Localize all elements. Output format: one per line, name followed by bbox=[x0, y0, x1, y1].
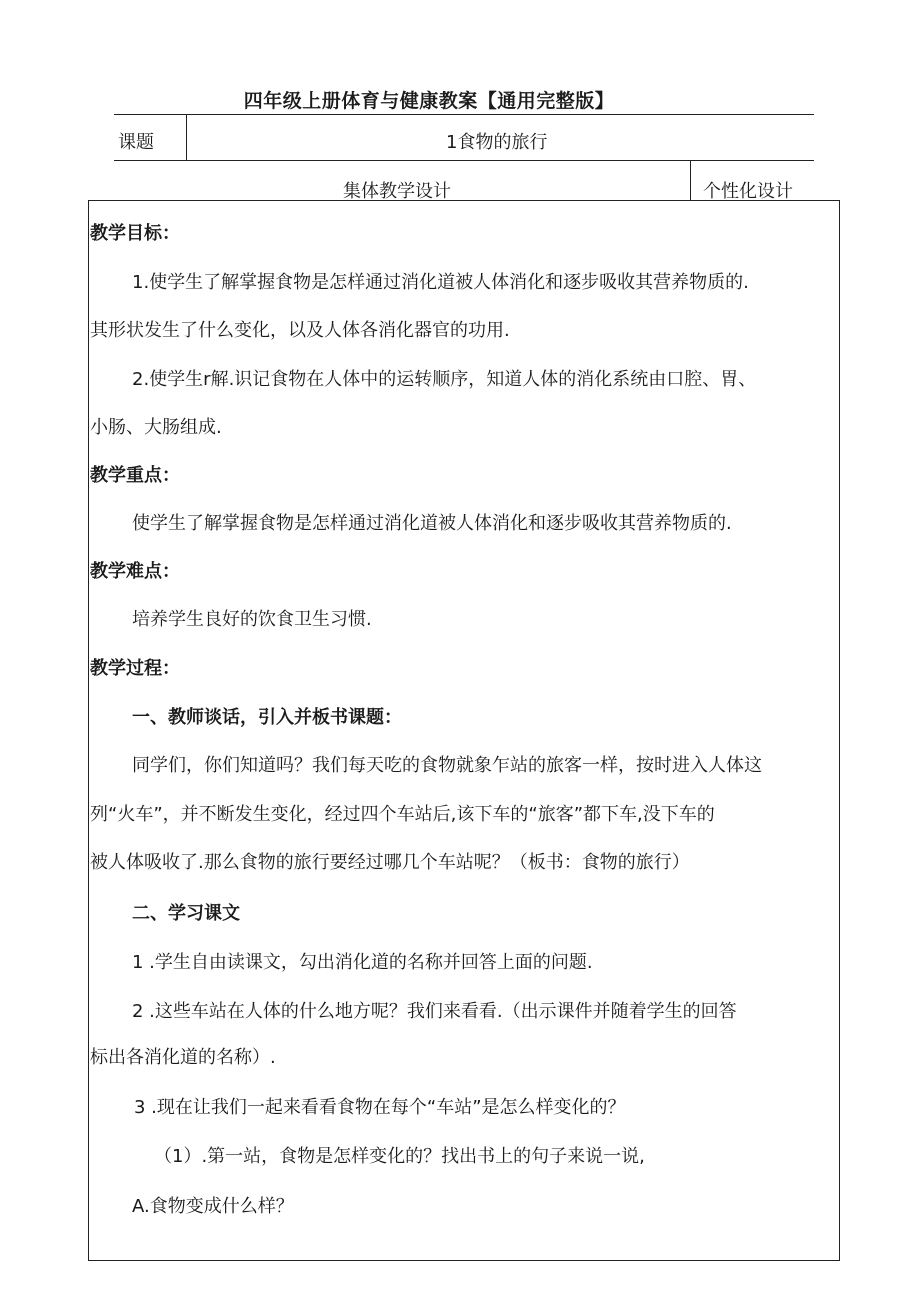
table-top-border bbox=[114, 114, 814, 115]
content-left-border bbox=[88, 200, 89, 1260]
section-heading-process: 教学过程： bbox=[90, 658, 180, 679]
process-step-2-heading: 二、学习课文 bbox=[132, 903, 240, 924]
step-2-item-2-line-1: 2 .这些车站在人体的什么地方呢？我们来看看.（出示课件并随着学生的回答 bbox=[132, 1001, 737, 1022]
step-2-sub-item-1: （1）.第一站，食物是怎样变化的？找出书上的句子来说一说, bbox=[154, 1146, 645, 1167]
section-heading-objectives: 教学目标： bbox=[90, 223, 180, 244]
objective-1-line-2: 其形状发生了什么变化，以及人体各消化器官的功用. bbox=[90, 320, 510, 341]
section-heading-difficulties: 教学难点： bbox=[90, 561, 180, 582]
step-2-item-1: 1 .学生自由读课文，勾出消化道的名称并回答上面的问题. bbox=[132, 952, 593, 973]
step-2-item-2-line-2: 标出各消化道的名称）. bbox=[90, 1047, 276, 1068]
topic-label: 课题 bbox=[118, 132, 154, 153]
teacher-talk-line-1: 同学们，你们知道吗？我们每天吃的食物就象乍站的旅客一样，按时进入人体这 bbox=[132, 755, 762, 776]
section-heading-key-points: 教学重点： bbox=[90, 465, 180, 486]
personal-design-label: 个性化设计 bbox=[703, 181, 793, 202]
objective-1-line-1: 1.使学生了解掌握食物是怎样通过消化道被人体消化和逐步吸收其营养物质的. bbox=[132, 272, 749, 293]
key-point-text: 使学生了解掌握食物是怎样通过消化道被人体消化和逐步吸收其营养物质的. bbox=[132, 513, 732, 534]
topic-column-divider bbox=[186, 114, 187, 160]
collective-design-label: 集体教学设计 bbox=[343, 181, 451, 202]
difficulty-text: 培养学生良好的饮食卫生习惯. bbox=[132, 609, 372, 630]
content-right-border bbox=[839, 200, 840, 1260]
topic-value: 1食物的旅行 bbox=[446, 132, 548, 153]
objective-2-line-2: 小肠、大肠组成. bbox=[90, 417, 222, 438]
document-title: 四年级上册体育与健康教案【通用完整版】 bbox=[243, 90, 615, 112]
step-2-item-3: 3 .现在让我们一起来看看食物在每个“车站”是怎么样变化的？ bbox=[134, 1097, 626, 1118]
process-step-1-heading: 一、教师谈话，引入并板书课题： bbox=[132, 707, 402, 728]
table-row-divider bbox=[114, 160, 814, 161]
step-2-sub-question-a: A.食物变成什么样？ bbox=[132, 1196, 294, 1217]
content-bottom-border bbox=[88, 1260, 840, 1261]
teacher-talk-line-3: 被人体吸收了.那么食物的旅行要经过哪几个车站呢？（板书：食物的旅行） bbox=[90, 852, 690, 873]
teacher-talk-line-2: 列“火车”，并不断发生变化，经过四个车站后,该下车的“旅客”都下车,没下车的 bbox=[90, 804, 715, 825]
objective-2-line-1: 2.使学生r解.识记食物在人体中的运转顺序，知道人体的消化系统由口腔、胃、 bbox=[132, 369, 757, 390]
personal-column-divider bbox=[690, 160, 691, 200]
